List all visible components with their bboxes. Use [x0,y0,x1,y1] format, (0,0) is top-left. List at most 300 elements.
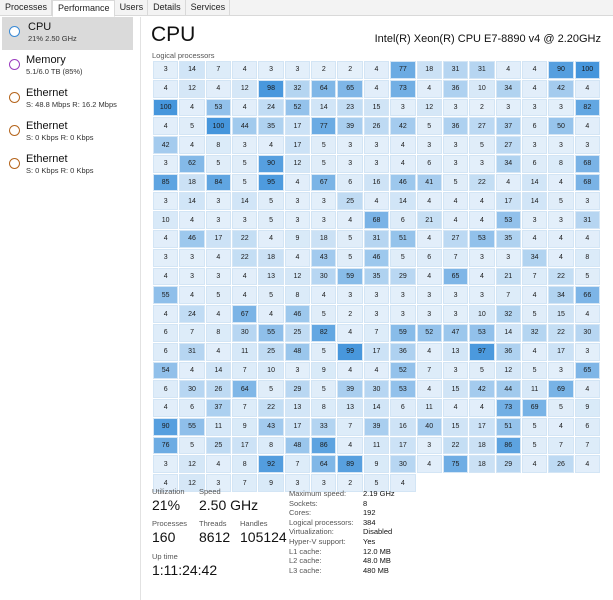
speed-value: 2.50 GHz [199,497,259,513]
processor-cell: 4 [206,80,231,98]
processor-cell: 4 [179,211,204,229]
processor-cell: 64 [232,380,257,398]
spec-row [289,566,395,576]
processor-cell: 3 [417,136,442,154]
sidebar-item-label: Ethernet [26,87,68,99]
processor-cell: 14 [522,174,547,192]
processor-cell: 5 [232,174,257,192]
processor-cell: 39 [337,117,362,135]
processor-cell: 5 [311,305,336,323]
processor-cell: 31 [469,61,494,79]
graph-thumbnail-icon [9,125,20,136]
processor-cell: 4 [179,136,204,154]
processor-cell: 4 [337,437,362,455]
processor-cell: 5 [232,155,257,173]
processor-cell: 4 [337,211,362,229]
sidebar-item-label: Ethernet [26,153,68,165]
processes-value: 160 [152,529,176,545]
processor-cell: 85 [153,174,178,192]
processor-cell: 4 [496,61,521,79]
processor-cell: 17 [496,192,521,210]
spec-row [289,518,395,528]
processor-cell: 4 [417,455,442,473]
processor-cell: 5 [575,268,600,286]
processor-cell: 3 [364,286,389,304]
spec-value: Yes [363,536,376,546]
processor-cell: 4 [206,305,231,323]
processor-cell: 9 [258,474,283,492]
processor-cell: 3 [390,99,415,117]
logical-processors-label: Logical processors [152,51,215,60]
processor-cell: 6 [522,155,547,173]
processor-cell: 8 [311,399,336,417]
processor-cell: 8 [232,455,257,473]
processor-cell: 26 [206,380,231,398]
processor-cell: 12 [417,99,442,117]
processor-cell: 3 [390,286,415,304]
processor-cell: 100 [153,99,178,117]
processor-cell: 5 [337,230,362,248]
processor-cell: 6 [179,399,204,417]
processor-cell: 53 [496,211,521,229]
processor-cell: 14 [206,362,231,380]
processor-cell: 10 [469,305,494,323]
utilization-label: Utilization [152,487,185,496]
processor-cell: 12 [285,268,310,286]
spec-key: L3 cache: [289,565,322,575]
processor-cell: 53 [469,230,494,248]
sidebar-item-memory[interactable] [0,50,140,83]
spec-row [289,556,395,566]
processor-cell: 24 [179,305,204,323]
processor-cell: 17 [285,117,310,135]
handles-stat [240,519,287,545]
processor-cell: 4 [417,343,442,361]
processor-cell: 46 [285,305,310,323]
processor-cell: 4 [364,61,389,79]
processor-cell: 3 [548,136,573,154]
processor-cell: 14 [364,399,389,417]
logical-processor-grid [153,61,600,492]
processor-cell: 7 [496,286,521,304]
processor-cell: 31 [575,211,600,229]
processor-cell: 53 [469,324,494,342]
processor-cell: 4 [153,230,178,248]
uptime-stat [152,552,217,578]
processor-cell: 31 [179,343,204,361]
processor-cell: 36 [443,117,468,135]
processor-cell: 4 [575,455,600,473]
tab-performance[interactable]: Performance [52,0,115,17]
processor-cell: 5 [522,305,547,323]
processor-cell: 4 [311,286,336,304]
processor-cell: 68 [575,155,600,173]
processor-cell: 24 [258,99,283,117]
sidebar-item-cpu[interactable] [2,17,133,50]
uptime-value: 1:11:24:42 [152,562,218,578]
processor-cell: 9 [364,455,389,473]
processor-cell: 66 [575,286,600,304]
processor-cell: 12 [179,455,204,473]
spec-value: Disabled [363,527,393,537]
sidebar [0,17,141,600]
processor-cell: 4 [443,211,468,229]
processor-cell: 5 [206,155,231,173]
processor-cell: 14 [311,99,336,117]
processor-cell: 30 [232,324,257,342]
processor-cell: 18 [417,61,442,79]
processor-cell: 51 [496,418,521,436]
processor-cell: 7 [232,362,257,380]
processor-cell: 30 [179,380,204,398]
processor-cell: 34 [496,80,521,98]
processor-cell: 15 [548,305,573,323]
processor-cell: 7 [206,61,231,79]
processor-cell: 5 [179,117,204,135]
spec-row [289,508,395,518]
processor-cell: 12 [232,80,257,98]
processor-cell: 2 [337,305,362,323]
processor-cell: 42 [390,117,415,135]
processor-cell: 10 [258,362,283,380]
processor-cell: 59 [390,324,415,342]
processor-cell: 4 [179,362,204,380]
processor-cell: 17 [232,437,257,455]
processor-cell: 17 [548,343,573,361]
processor-cell: 5 [469,362,494,380]
processor-cell: 3 [417,437,442,455]
handles-value: 105124 [240,529,287,545]
processor-cell: 4 [443,399,468,417]
processor-cell: 2 [337,474,362,492]
processor-cell: 5 [548,399,573,417]
processor-cell: 68 [575,174,600,192]
processor-cell: 43 [258,418,283,436]
processor-cell: 3 [443,286,468,304]
processor-cell: 7 [285,455,310,473]
processor-cell: 5 [390,249,415,267]
processor-cell: 25 [285,324,310,342]
processor-cell: 4 [548,230,573,248]
processor-cell: 3 [285,362,310,380]
processor-cell: 11 [206,418,231,436]
processor-cell: 37 [496,117,521,135]
processor-cell: 13 [443,343,468,361]
processor-cell: 5 [522,362,547,380]
processor-cell: 4 [232,61,257,79]
sidebar-item-sub: 21% 2.50 GHz [28,34,77,43]
processor-cell: 4 [258,305,283,323]
processor-cell: 11 [522,380,547,398]
sidebar-item-ethernet[interactable] [0,116,140,149]
processor-cell: 3 [285,474,310,492]
processor-cell: 68 [364,211,389,229]
processor-cell: 14 [522,192,547,210]
processor-cell: 12 [179,474,204,492]
processor-cell: 4 [206,455,231,473]
spec-key: Maximum speed: [289,489,347,498]
processor-cell: 4 [417,230,442,248]
processor-cell: 14 [496,324,521,342]
processor-cell: 35 [364,268,389,286]
processor-cell: 5 [258,286,283,304]
processor-cell: 23 [337,99,362,117]
processor-cell: 8 [575,249,600,267]
processor-cell: 67 [232,305,257,323]
spec-value: 384 [363,517,376,527]
processor-cell: 3 [522,211,547,229]
processor-cell: 3 [443,136,468,154]
processor-cell: 7 [232,474,257,492]
handles-label: Handles [240,519,268,528]
processor-cell: 8 [206,324,231,342]
processor-cell: 3 [548,362,573,380]
processor-cell: 8 [258,437,283,455]
processor-cell: 5 [206,286,231,304]
processor-cell: 17 [285,418,310,436]
processor-cell: 36 [496,343,521,361]
processor-cell: 17 [390,437,415,455]
uptime-label: Up time [152,552,178,561]
processor-cell: 7 [575,437,600,455]
processor-cell: 3 [311,474,336,492]
sidebar-item-sub: S: 0 Kbps R: 0 Kbps [26,166,94,175]
processor-cell: 3 [153,455,178,473]
processor-cell: 32 [285,80,310,98]
processor-cell: 36 [443,80,468,98]
processor-cell: 6 [390,211,415,229]
processor-cell: 6 [337,174,362,192]
processor-cell: 17 [469,418,494,436]
processor-cell: 11 [417,399,442,417]
processor-cell: 4 [153,474,178,492]
processor-cell: 4 [443,192,468,210]
processor-cell: 11 [232,343,257,361]
processor-cell: 51 [390,230,415,248]
processor-cell: 3 [443,362,468,380]
processor-cell: 98 [258,80,283,98]
processor-cell: 4 [575,117,600,135]
processor-cell: 4 [522,61,547,79]
processor-cell: 47 [443,324,468,342]
processor-cell: 18 [179,174,204,192]
processes-label: Processes [152,519,188,528]
processor-cell: 27 [496,136,521,154]
processor-cell: 3 [179,268,204,286]
processor-cell: 6 [390,399,415,417]
processor-cell: 3 [548,99,573,117]
processor-cell: 14 [232,192,257,210]
processor-cell: 18 [258,249,283,267]
processor-cell: 4 [232,268,257,286]
processor-cell: 4 [417,192,442,210]
processor-cell: 82 [311,324,336,342]
processor-cell: 32 [496,305,521,323]
processor-cell: 86 [496,437,521,455]
processor-cell: 64 [311,455,336,473]
processor-cell: 3 [179,249,204,267]
processor-cell: 3 [390,305,415,323]
processor-cell: 86 [311,437,336,455]
processor-cell: 5 [417,117,442,135]
spec-value: 2.19 GHz [363,489,395,498]
processor-cell: 69 [522,399,547,417]
spec-value: 8 [363,498,368,508]
processor-cell: 16 [390,418,415,436]
processor-cell: 4 [179,286,204,304]
processor-cell: 59 [337,268,362,286]
processor-cell: 5 [311,136,336,154]
processor-cell: 46 [179,230,204,248]
processor-cell: 52 [417,324,442,342]
processor-cell: 54 [153,362,178,380]
spec-key: L2 cache: [289,556,322,566]
processor-cell: 100 [575,61,600,79]
processor-cell: 34 [496,155,521,173]
processor-cell: 4 [417,268,442,286]
processor-cell: 31 [364,230,389,248]
processor-cell: 90 [258,155,283,173]
processor-cell: 4 [337,362,362,380]
processor-cell: 3 [337,286,362,304]
processor-cell: 3 [232,136,257,154]
processor-cell: 7 [364,324,389,342]
processor-cell: 13 [285,399,310,417]
processor-cell: 5 [337,249,362,267]
tab-services[interactable]: Services [186,0,231,16]
processor-cell: 21 [496,268,521,286]
processor-cell: 5 [311,155,336,173]
processor-cell: 4 [522,286,547,304]
processor-cell: 7 [232,399,257,417]
processor-cell: 31 [443,61,468,79]
main-panel [150,17,613,600]
processor-cell: 18 [469,455,494,473]
processor-cell: 53 [390,380,415,398]
processor-cell: 29 [496,455,521,473]
processor-cell: 3 [153,155,178,173]
processor-cell: 4 [206,343,231,361]
processor-cell: 3 [443,305,468,323]
tab-bar [0,0,613,16]
utilization-stat [152,487,185,513]
processor-cell: 3 [206,474,231,492]
processor-cell: 41 [417,174,442,192]
processor-cell: 15 [443,380,468,398]
spec-row [289,547,395,557]
processor-cell: 29 [285,380,310,398]
tab-details[interactable]: Details [148,0,186,16]
processor-cell: 3 [469,249,494,267]
processor-cell: 39 [337,380,362,398]
sidebar-item-label: Memory [26,54,66,66]
tab-users[interactable]: Users [115,0,149,16]
processor-cell: 3 [496,249,521,267]
processor-cell: 3 [337,136,362,154]
processor-cell: 14 [390,192,415,210]
processor-cell: 25 [337,192,362,210]
processor-cell: 53 [206,99,231,117]
processor-cell: 43 [311,249,336,267]
processor-cell: 90 [548,61,573,79]
tab-processes[interactable]: Processes [0,0,52,16]
processor-cell: 3 [417,286,442,304]
processor-cell: 5 [311,380,336,398]
processor-cell: 52 [285,99,310,117]
processor-cell: 3 [232,211,257,229]
processor-cell: 4 [575,80,600,98]
processor-cell: 5 [364,474,389,492]
utilization-value: 21% [152,497,181,513]
processor-cell: 48 [285,437,310,455]
processor-cell: 3 [469,286,494,304]
processor-cell: 16 [364,174,389,192]
processor-cell: 89 [337,455,362,473]
processor-cell: 4 [496,174,521,192]
processor-cell: 65 [337,80,362,98]
processor-cell: 34 [548,286,573,304]
processor-cell: 3 [364,136,389,154]
processor-cell: 4 [390,474,415,492]
processor-cell: 100 [206,117,231,135]
processor-cell: 7 [417,362,442,380]
processor-cell: 10 [469,80,494,98]
processor-cell: 73 [496,399,521,417]
processor-cell: 8 [285,286,310,304]
sidebar-item-ethernet[interactable] [0,149,140,182]
processor-cell: 2 [311,61,336,79]
processor-cell: 18 [311,230,336,248]
processor-cell: 4 [522,455,547,473]
spec-list [289,489,395,575]
processor-cell: 4 [364,80,389,98]
processor-cell: 9 [311,362,336,380]
processor-cell: 8 [206,136,231,154]
threads-stat [199,519,230,545]
processor-cell: 4 [469,211,494,229]
sidebar-item-label: CPU [28,21,52,33]
processor-cell: 5 [311,343,336,361]
processor-cell: 5 [522,437,547,455]
processor-cell: 34 [522,249,547,267]
processor-cell: 9 [575,399,600,417]
spec-key: Cores: [289,508,312,518]
processor-cell: 22 [548,268,573,286]
sidebar-item-label: Ethernet [26,120,68,132]
processor-cell: 39 [364,418,389,436]
processor-cell: 4 [285,174,310,192]
spec-key: Sockets: [289,498,318,508]
processor-cell: 15 [443,418,468,436]
processor-cell: 73 [390,80,415,98]
processor-cell: 26 [548,455,573,473]
spec-key: Virtualization: [289,527,334,537]
processor-cell: 29 [390,268,415,286]
processor-cell: 3 [153,249,178,267]
processor-cell: 42 [469,380,494,398]
processor-cell: 6 [153,343,178,361]
sidebar-item-sub: S: 48.8 Mbps R: 16.2 Mbps [26,100,117,109]
processor-cell: 65 [575,362,600,380]
processor-cell: 13 [337,399,362,417]
processor-cell: 7 [443,249,468,267]
processor-cell: 42 [153,136,178,154]
processor-cell: 65 [443,268,468,286]
sidebar-item-ethernet[interactable] [0,83,140,116]
processor-cell: 97 [469,343,494,361]
processor-cell: 55 [179,418,204,436]
processor-cell: 4 [153,117,178,135]
